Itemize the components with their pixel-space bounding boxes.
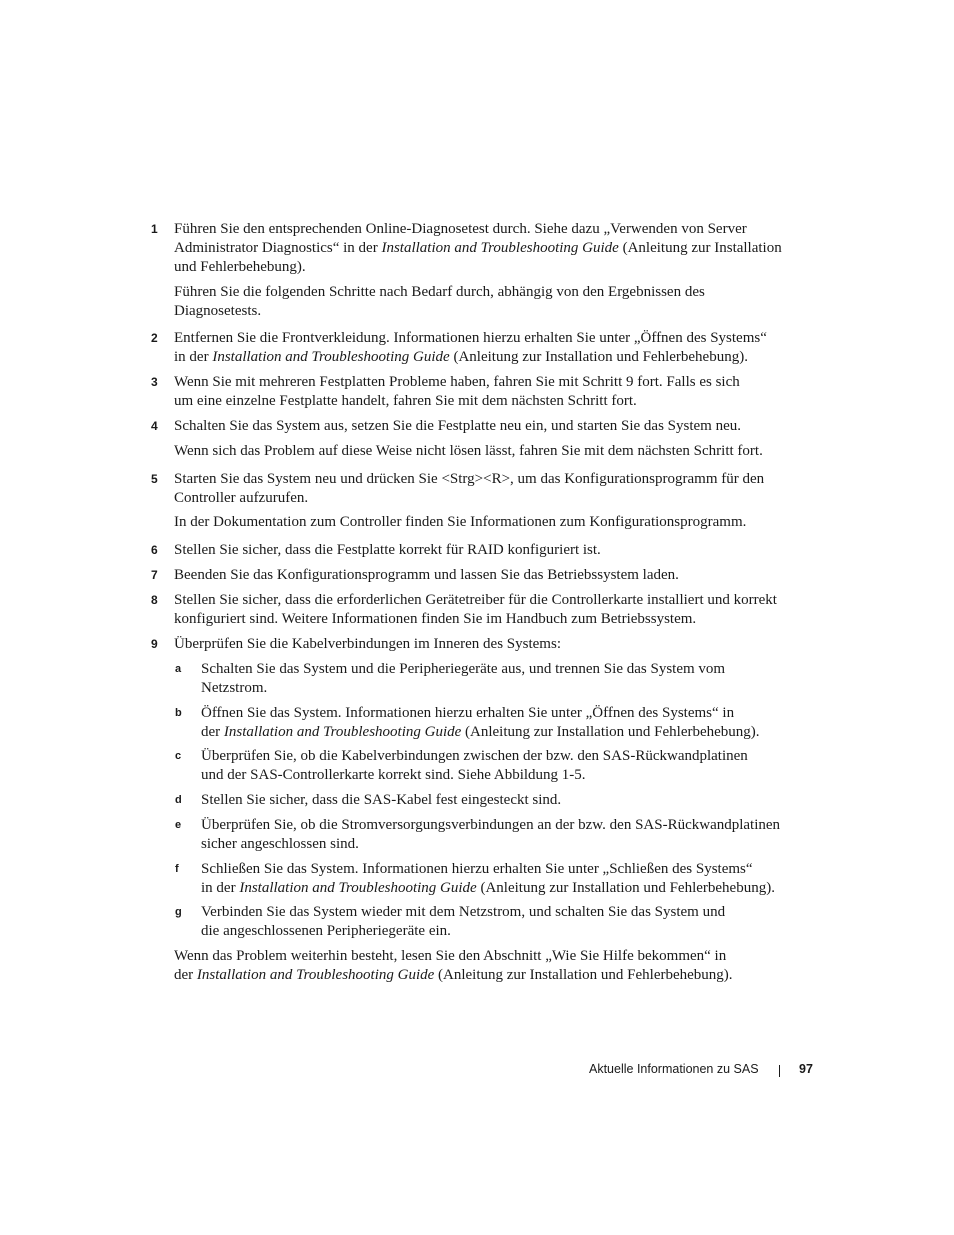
text-line xyxy=(201,791,813,810)
text-segment: Starten Sie das System neu und drücken Sie <Strg><R>, um das Konfigurationsprogramm für den xyxy=(174,471,765,487)
text-line xyxy=(174,258,814,277)
step-text xyxy=(174,417,814,436)
text-segment: Überprüfen Sie, ob die Stromversorgungsverbindungen an der bzw. den SAS-Rückwandplatinen xyxy=(201,817,781,833)
text-segment: Überprüfen Sie die Kabelverbindungen im Inneren des Systems: xyxy=(174,636,561,652)
text-segment: in der xyxy=(201,880,240,896)
text-line xyxy=(174,392,814,411)
text-line xyxy=(201,860,813,879)
text-line xyxy=(201,704,813,723)
text-segment: (Anleitung zur Installation und Fehlerbehebung). xyxy=(461,724,760,740)
text-segment: Entfernen Sie die Frontverkleidung. Informationen hierzu erhalten Sie unter „Öffnen des Systems“ xyxy=(174,330,767,346)
text-line xyxy=(174,610,814,629)
text-line xyxy=(174,947,814,966)
text-line xyxy=(201,922,813,941)
closing-note xyxy=(174,947,814,985)
step-number: 2 xyxy=(151,331,158,345)
text-line xyxy=(174,470,814,489)
text-line xyxy=(201,660,813,679)
step-text xyxy=(174,591,814,629)
step-text xyxy=(174,470,814,508)
text-segment: und der SAS-Controllerkarte korrekt sind. Siehe Abbildung 1-5. xyxy=(201,767,586,783)
text-segment: Führen Sie die folgenden Schritte nach Bedarf durch, abhängig von den Ergebnissen des xyxy=(174,284,705,300)
text-segment: Führen Sie den entsprechenden Online-Diagnosetest durch. Siehe dazu „Verwenden von Server xyxy=(174,221,747,237)
text-line xyxy=(174,591,814,610)
substep-letter: g xyxy=(175,906,182,918)
text-segment: Stellen Sie sicher, dass die erforderlichen Gerätetreiber für die Controllerkarte installiert und korrekt xyxy=(174,592,777,608)
substep-text xyxy=(201,903,813,941)
text-segment: konfiguriert sind. Weitere Informationen finden Sie im Handbuch zum Betriebssystem. xyxy=(174,611,697,627)
step-text xyxy=(174,220,814,277)
text-line xyxy=(174,239,814,258)
text-line xyxy=(201,835,813,854)
text-line xyxy=(174,329,814,348)
step-number: 6 xyxy=(151,543,158,557)
guide-title: Installation and Troubleshooting Guide xyxy=(212,349,450,365)
substep-text xyxy=(201,860,813,898)
guide-title: Installation and Troubleshooting Guide xyxy=(223,724,462,740)
footer-title: Aktuelle Informationen zu SAS xyxy=(589,1062,759,1076)
text-segment: Wenn das Problem weiterhin besteht, lesen Sie den Abschnitt „Wie Sie Hilfe bekommen“ in xyxy=(174,948,727,964)
text-line xyxy=(201,903,813,922)
text-segment: um eine einzelne Festplatte handelt, fahren Sie mit dem nächsten Schritt fort. xyxy=(174,393,637,409)
text-line xyxy=(174,373,814,392)
text-segment: (Anleitung zur Installation und Fehlerbehebung). xyxy=(476,880,775,896)
step-note xyxy=(174,442,814,461)
text-line xyxy=(201,766,813,785)
text-segment: Stellen Sie sicher, dass die SAS-Kabel fest eingesteckt sind. xyxy=(201,792,562,808)
text-segment: Netzstrom. xyxy=(201,680,268,696)
text-line xyxy=(201,679,813,698)
text-line xyxy=(174,489,814,508)
text-line xyxy=(174,635,814,654)
text-segment: und Fehlerbehebung). xyxy=(174,259,306,275)
text-line xyxy=(174,513,814,532)
substep-text xyxy=(201,747,813,785)
text-line xyxy=(201,747,813,766)
text-segment: in der xyxy=(174,349,213,365)
step-text xyxy=(174,373,814,411)
text-segment: (Anleitung zur Installation und Fehlerbehebung). xyxy=(434,967,733,983)
text-segment: Verbinden Sie das System wieder mit dem Netzstrom, und schalten Sie das System und xyxy=(201,904,726,920)
substep-letter: f xyxy=(175,863,179,875)
step-text xyxy=(174,541,814,560)
step-note xyxy=(174,283,814,321)
text-line xyxy=(174,417,814,436)
text-segment: Schließen Sie das System. Informationen hierzu erhalten Sie unter „Schließen des Systems“ xyxy=(201,861,753,877)
text-line xyxy=(174,541,814,560)
step-number: 8 xyxy=(151,593,158,607)
text-segment: Beenden Sie das Konfigurationsprogramm und lassen Sie das Betriebssystem laden. xyxy=(174,567,679,583)
step-number: 1 xyxy=(151,222,158,236)
text-line xyxy=(174,302,814,321)
text-line xyxy=(201,816,813,835)
step-text xyxy=(174,566,814,585)
text-segment: (Anleitung zur Installation xyxy=(618,240,782,256)
substep-letter: e xyxy=(175,819,182,831)
text-line xyxy=(201,723,813,742)
text-segment: (Anleitung zur Installation und Fehlerbehebung). xyxy=(449,349,748,365)
step-number: 5 xyxy=(151,472,158,486)
substep-text xyxy=(201,704,813,742)
text-segment: sicher angeschlossen sind. xyxy=(201,836,359,852)
text-segment: In der Dokumentation zum Controller finden Sie Informationen zum Konfigurationsprogramm. xyxy=(174,514,747,530)
text-line xyxy=(174,348,814,367)
text-segment: Stellen Sie sicher, dass die Festplatte korrekt für RAID konfiguriert ist. xyxy=(174,542,601,558)
substep-letter: b xyxy=(175,707,182,719)
text-segment: Administrator Diagnostics“ in der xyxy=(174,240,382,256)
substep-letter: a xyxy=(175,663,182,675)
text-segment: der xyxy=(174,967,197,983)
substep-letter: d xyxy=(175,794,182,806)
guide-title: Installation and Troubleshooting Guide xyxy=(239,880,477,896)
step-text xyxy=(174,329,814,367)
text-segment: Schalten Sie das System aus, setzen Sie die Festplatte neu ein, und starten Sie das System neu. xyxy=(174,418,741,434)
guide-title: Installation and Troubleshooting Guide xyxy=(381,240,619,256)
text-line xyxy=(174,566,814,585)
substep-text xyxy=(201,791,813,810)
text-segment: die angeschlossenen Peripheriegeräte ein. xyxy=(201,923,451,939)
text-segment: Öffnen Sie das System. Informationen hierzu erhalten Sie unter „Öffnen des Systems“ in xyxy=(201,705,735,721)
text-segment: Diagnosetests. xyxy=(174,303,262,319)
step-text xyxy=(174,635,814,654)
guide-title: Installation and Troubleshooting Guide xyxy=(196,967,435,983)
text-line xyxy=(174,220,814,239)
step-note xyxy=(174,513,814,532)
text-line xyxy=(174,442,814,461)
substep-text xyxy=(201,816,813,854)
footer-separator xyxy=(779,1065,780,1077)
step-number: 9 xyxy=(151,637,158,651)
step-number: 3 xyxy=(151,375,158,389)
text-segment: der xyxy=(201,724,224,740)
text-line xyxy=(174,283,814,302)
substep-letter: c xyxy=(175,750,182,762)
text-segment: Schalten Sie das System und die Peripheriegeräte aus, und trennen Sie das System vom xyxy=(201,661,726,677)
text-line xyxy=(201,879,813,898)
text-segment: Controller aufzurufen. xyxy=(174,490,309,506)
step-number: 7 xyxy=(151,568,158,582)
page-number: 97 xyxy=(799,1062,813,1076)
text-segment: Wenn sich das Problem auf diese Weise nicht lösen lässt, fahren Sie mit dem nächsten Schritt fort. xyxy=(174,443,763,459)
substep-text xyxy=(201,660,813,698)
text-segment: Wenn Sie mit mehreren Festplatten Probleme haben, fahren Sie mit Schritt 9 fort. Falls es sich xyxy=(174,374,740,390)
text-line xyxy=(174,966,814,985)
step-number: 4 xyxy=(151,419,158,433)
text-segment: Überprüfen Sie, ob die Kabelverbindungen zwischen der bzw. den SAS-Rückwandplatinen xyxy=(201,748,748,764)
